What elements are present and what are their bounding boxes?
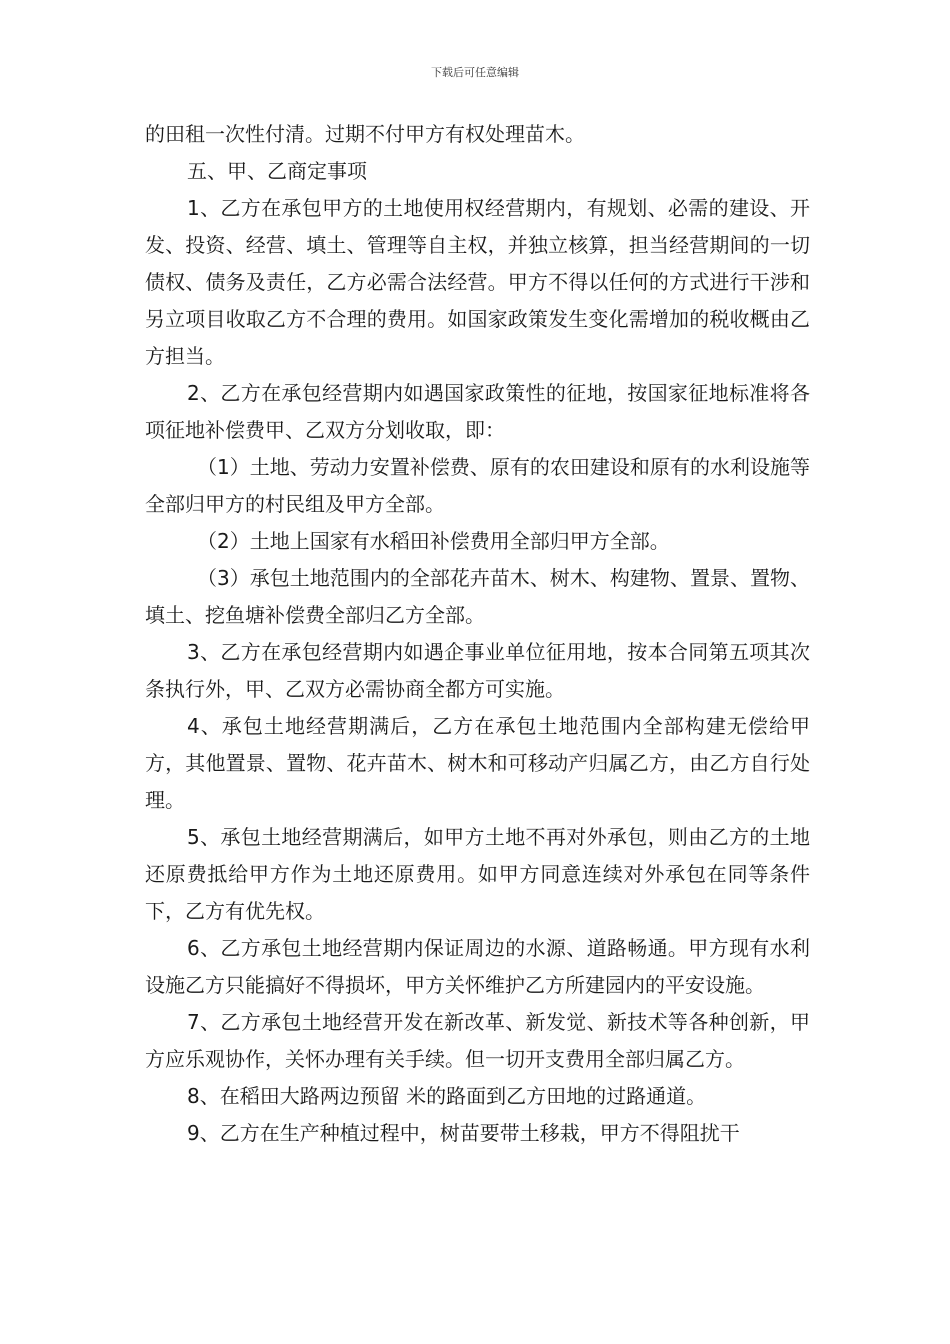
clause-8: 8、在稻田大路两边预留 米的路面到乙方田地的过路通道。 [187,1084,707,1108]
clause-2-item-2: （2）土地上国家有水稻田补偿费用全部归甲方全部。 [197,529,670,553]
clause-2: 2、乙方在承包经营期内如遇国家政策性的征地，按国家征地标准将各项征地补偿费甲、乙双方分划收取，即： [145,381,810,442]
clause-2-item-3: （3）承包土地范围内的全部花卉苗木、树木、构建物、置景、置物、填土、挖鱼塘补偿费全部归乙方全部。 [145,566,810,627]
clause-5: 5、承包土地经营期满后，如甲方土地不再对外承包，则由乙方的土地还原费抵给甲方作为土地还原费用。如甲方同意连续对外承包在同等条件下，乙方有优先权。 [145,825,810,923]
clause-1: 1、乙方在承包甲方的土地使用权经营期内，有规划、必需的建设、开发、投资、经营、填土、管理等自主权，并独立核算，担当经营期间的一切债权、债务及责任，乙方必需合法经营。甲方不得以任何的方式进行干涉和另立项目收取乙方不合理的费用。如国家政策发生变化需增加的税收概由乙方担当。 [145,196,810,368]
clause-9: 9、乙方在生产种植过程中，树苗要带土移栽，甲方不得阻扰干 [187,1121,740,1145]
paragraph-continuation: 的田租一次性付清。过期不付甲方有权处理苗木。 [145,122,585,146]
clause-3: 3、乙方在承包经营期内如遇企事业单位征用地，按本合同第五项其次条执行外，甲、乙双方必需协商全都方可实施。 [145,640,810,701]
clause-7: 7、乙方承包土地经营开发在新改革、新发觉、新技术等各种创新，甲方应乐观协作，关怀办理有关手续。但一切开支费用全部归属乙方。 [145,1010,810,1071]
section-heading-five: 五、甲、乙商定事项 [187,159,367,183]
clause-6: 6、乙方承包土地经营期内保证周边的水源、道路畅通。甲方现有水利设施乙方只能搞好不得损坏，甲方关怀维护乙方所建园内的平安设施。 [145,936,810,997]
page-header-note: 下载后可任意编辑 [431,66,519,79]
document-body [145,116,810,1152]
clause-2-item-1: （1）土地、劳动力安置补偿费、原有的农田建设和原有的水利设施等全部归甲方的村民组及甲方全部。 [145,455,810,516]
clause-4: 4、承包土地经营期满后，乙方在承包土地范围内全部构建无偿给甲方，其他置景、置物、花卉苗木、树木和可移动产归属乙方，由乙方自行处理。 [145,714,810,812]
